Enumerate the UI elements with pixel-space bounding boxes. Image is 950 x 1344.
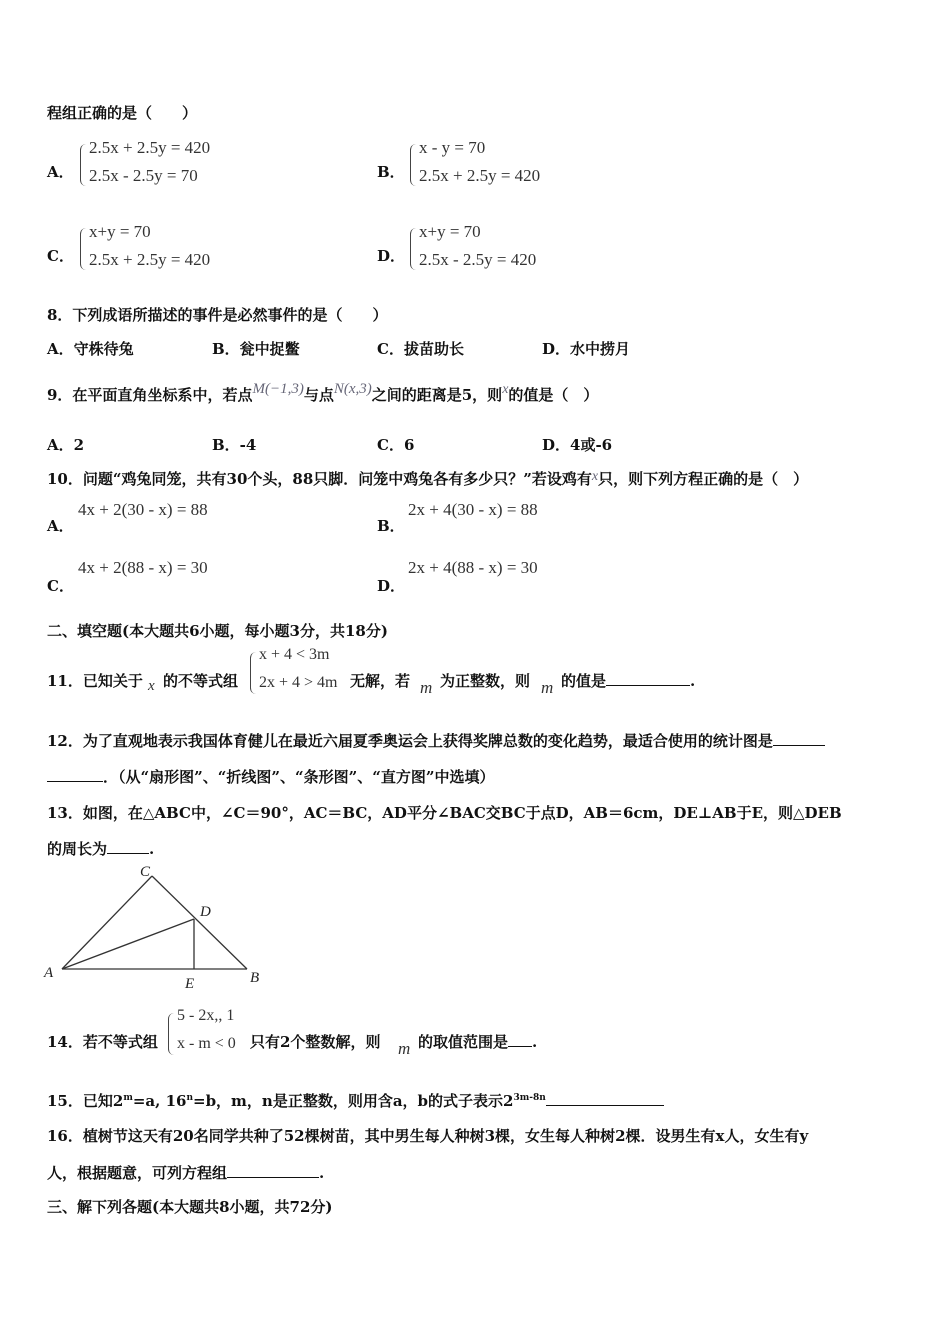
q9-stem [47,381,599,405]
q13-end: . [149,840,155,858]
q13-line-1: 13．如图，在△ABC中，∠C＝90°，AC＝BC，AD平分∠BAC交BC于点D，AB＝6cm，DE⊥AB于E，则△DEB [47,804,842,822]
segment-ad [62,919,194,969]
q10-option-a-equation: 4x + 2(30 - x) = 88 [78,500,208,519]
q16-end: . [319,1164,325,1182]
q9-option-d: D．4或-6 [542,436,613,454]
q14-text-2: 只有2个整数解，则 [250,1033,381,1051]
q16-text: 人，根据题意，可列方程组 [47,1164,228,1182]
q10-text: 10．问题“鸡兔同笼，共有30个头，88只脚．问笼中鸡兔各有多少只？”若设鸡有 [47,470,592,488]
q10-option-d-equation: 2x + 4(88 - x) = 30 [408,558,538,577]
var-x: x [148,678,155,694]
q12-text: ．（从“扇形图”、“折线图”、“条形图”、“直方图”中选填） [103,768,495,786]
q7-stem: 程组正确的是（ ） [47,104,198,122]
triangle-figure [40,862,270,992]
exponent: n [186,1093,193,1103]
equation: 2.5x - 2.5y = 70 [89,166,198,185]
equation: x+y = 70 [89,222,151,241]
q11-text-4: 为正整数，则 [440,672,531,690]
answer-blank[interactable] [227,1163,319,1178]
label-b: B [250,970,260,986]
var-m: m [420,678,433,697]
q7-option-c-label: C． [47,247,74,265]
var-x: x [502,382,509,397]
q9-text: 的值是（ ） [508,386,599,404]
q10-option-c-equation: 4x + 2(88 - x) = 30 [78,558,208,577]
point-m: M(−1,3) [252,381,304,397]
q12-text: 12．为了直观地表示我国体育健儿在最近六届夏季奥运会上获得奖牌总数的变化趋势，最适合使用的统计图是 [47,732,773,750]
inequality: 2x + 4 > 4m [259,674,338,691]
label-e: E [185,976,195,992]
brace-icon [168,1013,175,1055]
brace-icon [80,228,87,270]
label-a: A [44,965,54,981]
q13-text: 的周长为 [47,840,108,858]
q9-option-b: B．-4 [212,436,257,454]
q9-text: 9．在平面直角坐标系中，若点 [47,386,253,404]
q11-text-2: 的不等式组 [163,672,239,690]
q9-text: 与点 [303,386,334,404]
q14-text-1: 14．若不等式组 [47,1033,158,1051]
q14-text-3 [418,1031,537,1052]
q15-text: 15．已知2 [47,1092,124,1110]
answer-blank[interactable] [773,731,825,746]
q8-option-c: C．拔苗助长 [377,340,464,358]
q8-option-b: B．瓮中捉鳖 [212,340,300,358]
q7-option-b-label: B． [377,163,405,181]
inequality: x + 4 < 3m [259,646,330,663]
equation: x - y = 70 [419,138,486,157]
exponent: 3m-8n [513,1093,546,1103]
q7-option-d-label: D． [377,247,406,265]
q10-option-c-label: C． [47,577,74,595]
q10-option-a-label: A． [47,517,74,535]
brace-icon [80,144,87,186]
var-x: x [591,469,599,484]
q16-line-2 [47,1162,324,1183]
brace-icon [250,652,257,694]
q10-text: 只，则下列方程正确的是（ ） [598,470,809,488]
q10-option-b-label: B． [377,517,405,535]
var-m: m [398,1039,411,1058]
answer-blank[interactable] [508,1032,532,1047]
q14-end: . [532,1033,538,1051]
answer-blank[interactable] [107,839,149,854]
q10-option-b-equation: 2x + 4(30 - x) = 88 [408,500,538,519]
equation: 2.5x + 2.5y = 420 [89,250,211,269]
q9-text: 之间的距离是5，则 [371,386,503,404]
label-d: D [200,904,211,920]
section-2-heading: 二、填空题(本大题共6小题，每小题3分，共18分) [47,622,388,640]
q11-text: 的值是 [561,672,607,690]
q16-line-1: 16．植树节这天有20名同学共种了52棵树苗，其中男生每人种树3棵，女生每人种树2棵．设男生有x人，女生有y [47,1127,809,1145]
inequality: 5 - 2x,, 1 [177,1007,235,1024]
point-n: N(x,3) [333,381,372,397]
answer-blank[interactable] [546,1091,664,1106]
answer-blank[interactable] [47,767,103,782]
equation: 2.5x + 2.5y = 420 [89,138,211,157]
q11-text-1: 11．已知关于 [47,672,143,690]
equation: 2.5x + 2.5y = 420 [419,166,541,185]
q8-option-a: A．守株待兔 [47,340,134,358]
q13-line-2 [47,838,154,859]
q14-text: 的取值范围是 [418,1033,509,1051]
side-cb [152,876,247,969]
q9-option-a: A．2 [47,436,85,454]
var-m: m [541,678,554,697]
answer-blank[interactable] [606,671,690,686]
q12-line-1 [47,730,825,751]
side-ac [62,876,152,969]
q12-line-2 [47,766,495,787]
q15-stem [47,1090,664,1111]
q11-end: . [690,672,696,690]
q11-text-3: 无解，若 [350,672,411,690]
q15-text: =b，m，n是正整数，则用含a，b的式子表示2 [193,1092,514,1110]
q11-text-5 [561,670,695,691]
equation: 2.5x - 2.5y = 420 [419,250,537,269]
q8-stem: 8．下列成语所描述的事件是必然事件的是（ ） [47,306,388,324]
q10-stem [47,468,808,489]
q15-text: =a, 16 [132,1092,187,1110]
label-c: C [140,864,151,880]
brace-icon [410,144,417,186]
q10-option-d-label: D． [377,577,406,595]
inequality: x - m < 0 [177,1035,236,1052]
q7-option-a-label: A． [47,163,74,181]
section-3-heading: 三、解下列各题(本大题共8小题，共72分) [47,1198,333,1216]
exponent: m [123,1093,133,1103]
q8-option-d: D．水中捞月 [542,340,631,358]
q9-option-c: C．6 [377,436,415,454]
equation: x+y = 70 [419,222,481,241]
brace-icon [410,228,417,270]
